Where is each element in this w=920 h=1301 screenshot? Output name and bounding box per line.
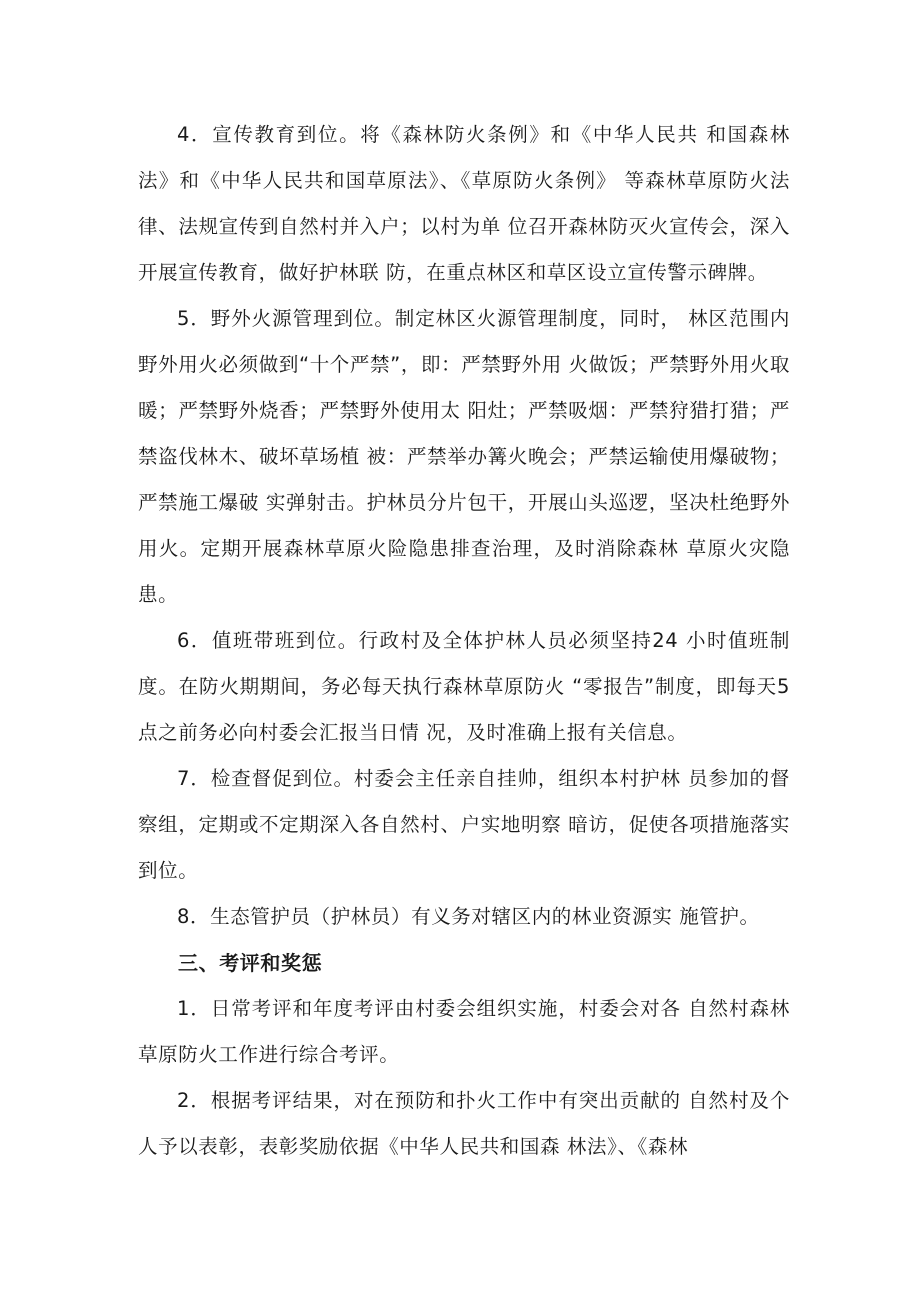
- paragraph-5-fire-source: 5．野外火源管理到位。制定林区火源管理制度，同时， 林区范围内野外用火必须做到“十个严禁”，即：严禁野外用 火做饭；严禁野外用火取暖；严禁野外烧香；严禁野外使用太 阳灶；严禁吸烟：严禁狩猎打猎；严禁盗伐林木、破坏草场植 被：严禁举办篝火晚会；严禁运输使用爆破物；严禁施工爆破 实弹射击。护林员分片包干，开展山头巡逻，坚决杜绝野外 用火。定期开展森林草原火险隐患排查治理，及时消除森林 草原火灾隐患。: [138, 307, 790, 606]
- paragraph-2-rewards: 2．根据考评结果，对在预防和扑火工作中有突出贡献的 自然村及个人予以表彰，表彰奖励依据《中华人民共和国森 林法》、《森林: [138, 1089, 790, 1158]
- paragraph-1-evaluation: 1．日常考评和年度考评由村委会组织实施，村委会对各 自然村森林草原防火工作进行综合考评。: [138, 997, 790, 1066]
- section-heading: 三、考评和奖惩: [178, 951, 323, 975]
- paragraph-8-rangers: 8．生态管护员（护林员）有义务对辖区内的林业资源实 施管护。: [177, 905, 760, 928]
- paragraph-6-duty: 6．值班带班到位。行政村及全体护林人员必须坚持24 小时值班制度。在防火期期间，务必每天执行森林草原防火 “零报告”制度，即每天5点之前务必向村委会汇报当日情 况，及时准确上报有关信息。: [138, 629, 790, 744]
- paragraph-4-publicity: 4．宣传教育到位。将《森林防火条例》和《中华人民共 和国森林法》和《中华人民共和国草原法》、《草原防火条例》 等森林草原防火法律、法规宣传到自然村并入户；以村为单 位召开森林防灭火宣传会，深入开展宣传教育，做好护林联 防，在重点林区和草区设立宣传警示碑牌。: [138, 123, 790, 284]
- document-page: [138, 112, 790, 1170]
- paragraph-7-inspection: 7．检查督促到位。村委会主任亲自挂帅，组织本村护林 员参加的督察组，定期或不定期深入各自然村、户实地明察 暗访，促使各项措施落实到位。: [138, 767, 790, 882]
